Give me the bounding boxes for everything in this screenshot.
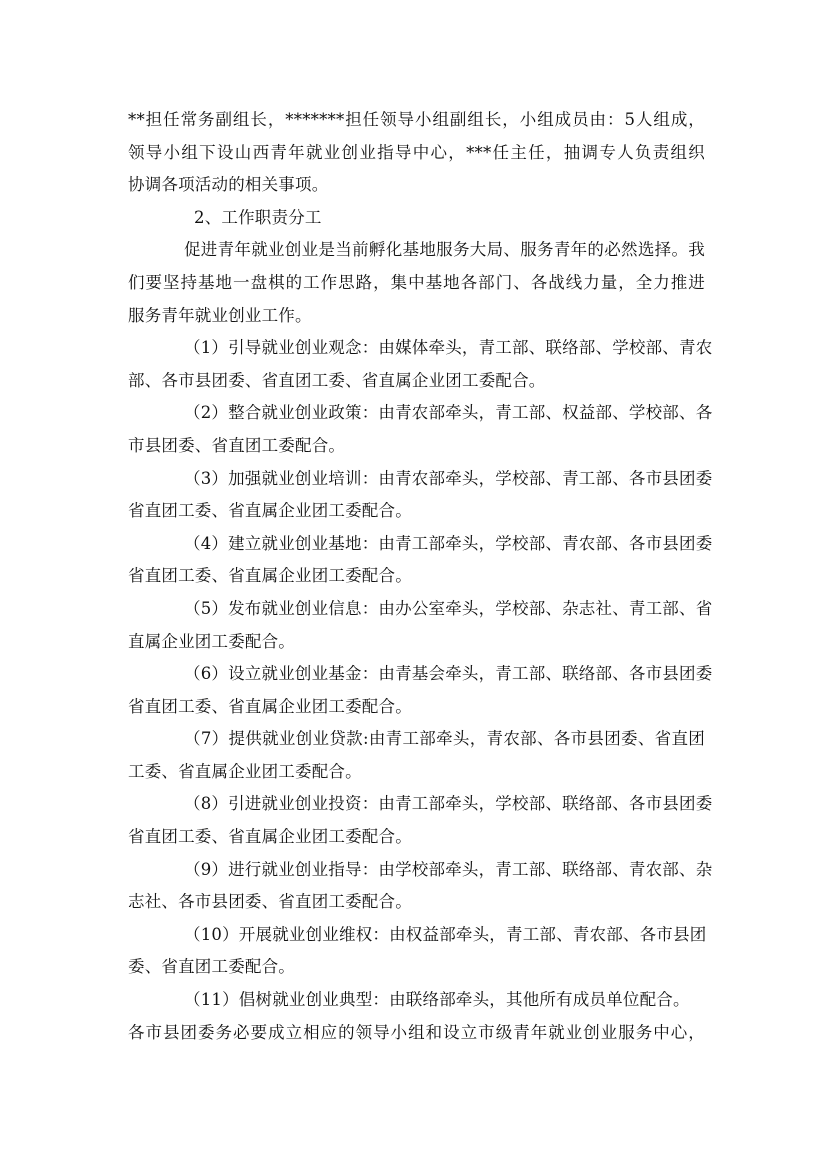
section-heading: 2、工作职责分工 xyxy=(194,207,322,227)
list-item: （3）加强就业创业培训：由青农部牵头，学校部、青工部、各市县团委 xyxy=(184,468,713,488)
text-line: 领导小组下设山西青年就业创业指导中心，***任主任，抽调专人负责组织 xyxy=(128,142,705,162)
list-item-continuation: 省直团工委、省直属企业团工委配合。 xyxy=(128,827,412,847)
list-item: （5）发布就业创业信息：由办公室牵头，学校部、杂志社、青工部、省 xyxy=(184,598,713,618)
list-item: （10）开展就业创业维权：由权益部牵头，青工部、青农部、各市县团 xyxy=(184,924,707,944)
text-line: **担任常务副组长，*******担任领导小组副组长，小组成员由：5人组成， xyxy=(128,110,705,129)
text-line: 服务青年就业创业工作。 xyxy=(128,305,312,325)
list-item: （11）倡树就业创业典型：由联络部牵头，其他所有成员单位配合。 xyxy=(184,990,690,1010)
text-line: 促进青年就业创业是当前孵化基地服务大局、服务青年的必然选择。我 xyxy=(184,240,705,260)
list-item-continuation: 工委、省直属企业团工委配合。 xyxy=(128,761,362,781)
text-line: 们要坚持基地一盘棋的工作思路，集中基地各部门、各战线力量，全力推进 xyxy=(128,272,705,292)
list-item: （4）建立就业创业基地：由青工部牵头，学校部、青农部、各市县团委 xyxy=(184,533,713,553)
document-page xyxy=(128,104,713,1049)
list-item-continuation: 市县团委、省直团工委配合。 xyxy=(128,435,346,455)
list-item-continuation: 部、各市县团委、省直团工委、省直属企业团工委配合。 xyxy=(128,370,546,390)
list-item-continuation: 省直团工委、省直属企业团工委配合。 xyxy=(128,566,412,586)
list-item: （9）进行就业创业指导：由学校部牵头，青工部、联络部、青农部、杂 xyxy=(184,859,713,879)
list-item: （8）引进就业创业投资：由青工部牵头，学校部、联络部、各市县团委 xyxy=(184,794,713,814)
list-item-continuation: 直属企业团工委配合。 xyxy=(128,631,295,651)
list-item: （6）设立就业创业基金：由青基会牵头，青工部、联络部、各市县团委 xyxy=(184,664,713,684)
list-item: （1）引导就业创业观念：由媒体牵头，青工部、联络部、学校部、青农 xyxy=(184,338,713,358)
text-line: 各市县团委务必要成立相应的领导小组和设立市级青年就业创业服务中心， xyxy=(128,1022,705,1042)
list-item-continuation: 省直团工委、省直属企业团工委配合。 xyxy=(128,501,412,521)
list-item-continuation: 委、省直团工委配合。 xyxy=(128,957,295,977)
list-item: （2）整合就业创业政策：由青农部牵头，青工部、权益部、学校部、各 xyxy=(184,403,713,423)
text-line: 协调各项活动的相关事项。 xyxy=(128,175,329,195)
list-item-continuation: 志社、各市县团委、省直团工委配合。 xyxy=(128,892,412,912)
list-item-continuation: 省直团工委、省直属企业团工委配合。 xyxy=(128,696,412,716)
list-item: （7）提供就业创业贷款:由青工部牵头，青农部、各市县团委、省直团 xyxy=(184,729,705,749)
